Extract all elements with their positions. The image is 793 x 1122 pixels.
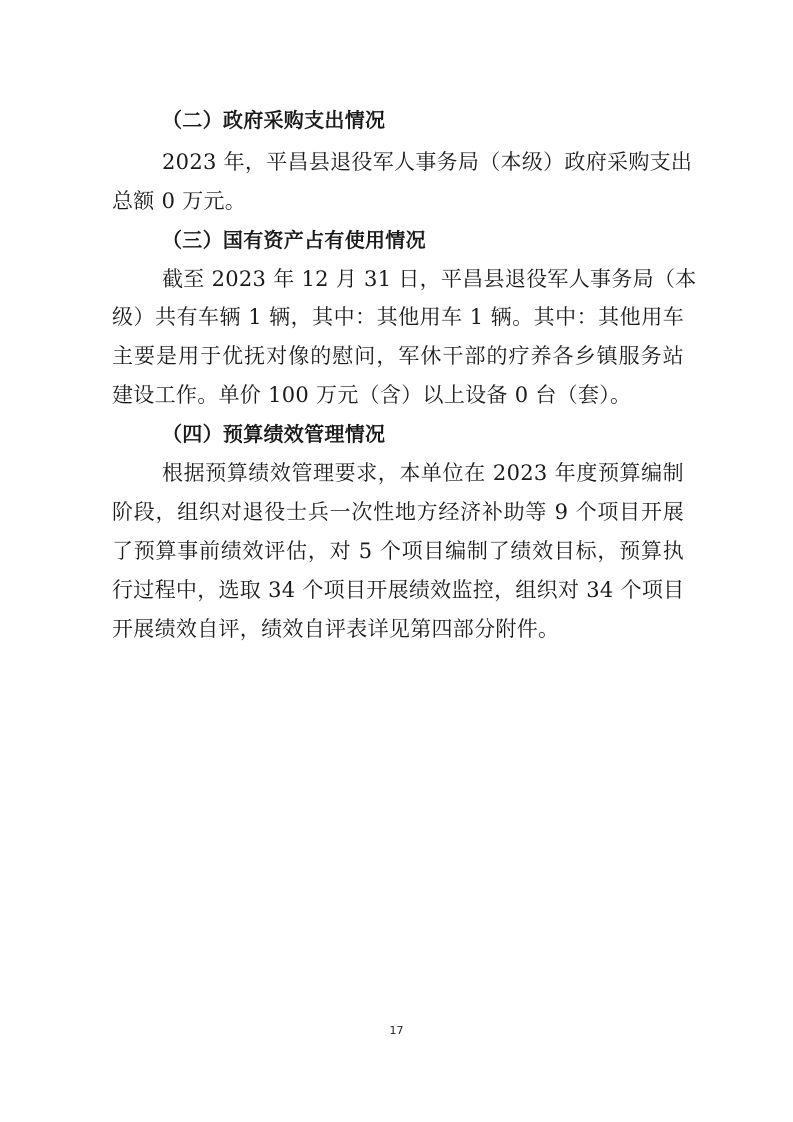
section-heading-procurement: （二）政府采购支出情况	[162, 108, 386, 132]
paragraph-line: 开展绩效自评，绩效自评表详见第四部分附件。	[112, 617, 560, 641]
paragraph-line: 级）共有车辆 1 辆，其中：其他用车 1 辆。其中：其他用车	[112, 305, 684, 329]
paragraph-line: 截至 2023 年 12 月 31 日，平昌县退役军人事务局（本	[162, 267, 697, 291]
paragraph-line: 建设工作。单价 100 万元（含）以上设备 0 台（套）。	[112, 383, 632, 407]
paragraph-line: 了预算事前绩效评估，对 5 个项目编制了绩效目标，预算执	[112, 539, 684, 563]
paragraph-line: 行过程中，选取 34 个项目开展绩效监控，组织对 34 个项目	[112, 578, 685, 602]
section-heading-performance: （四）预算绩效管理情况	[162, 422, 386, 446]
paragraph-line: 主要是用于优抚对像的慰问，军休干部的疗养各乡镇服务站	[112, 344, 684, 368]
paragraph-line: 根据预算绩效管理要求，本单位在 2023 年度预算编制	[162, 461, 684, 485]
page-number: 17	[389, 1024, 404, 1037]
paragraph-line: 2023 年，平昌县退役军人事务局（本级）政府采购支出	[162, 150, 693, 174]
paragraph-line: 总额 0 万元。	[112, 189, 247, 213]
section-heading-assets: （三）国有资产占有使用情况	[162, 228, 426, 252]
paragraph-line: 阶段，组织对退役士兵一次性地方经济补助等 9 个项目开展	[112, 500, 684, 524]
